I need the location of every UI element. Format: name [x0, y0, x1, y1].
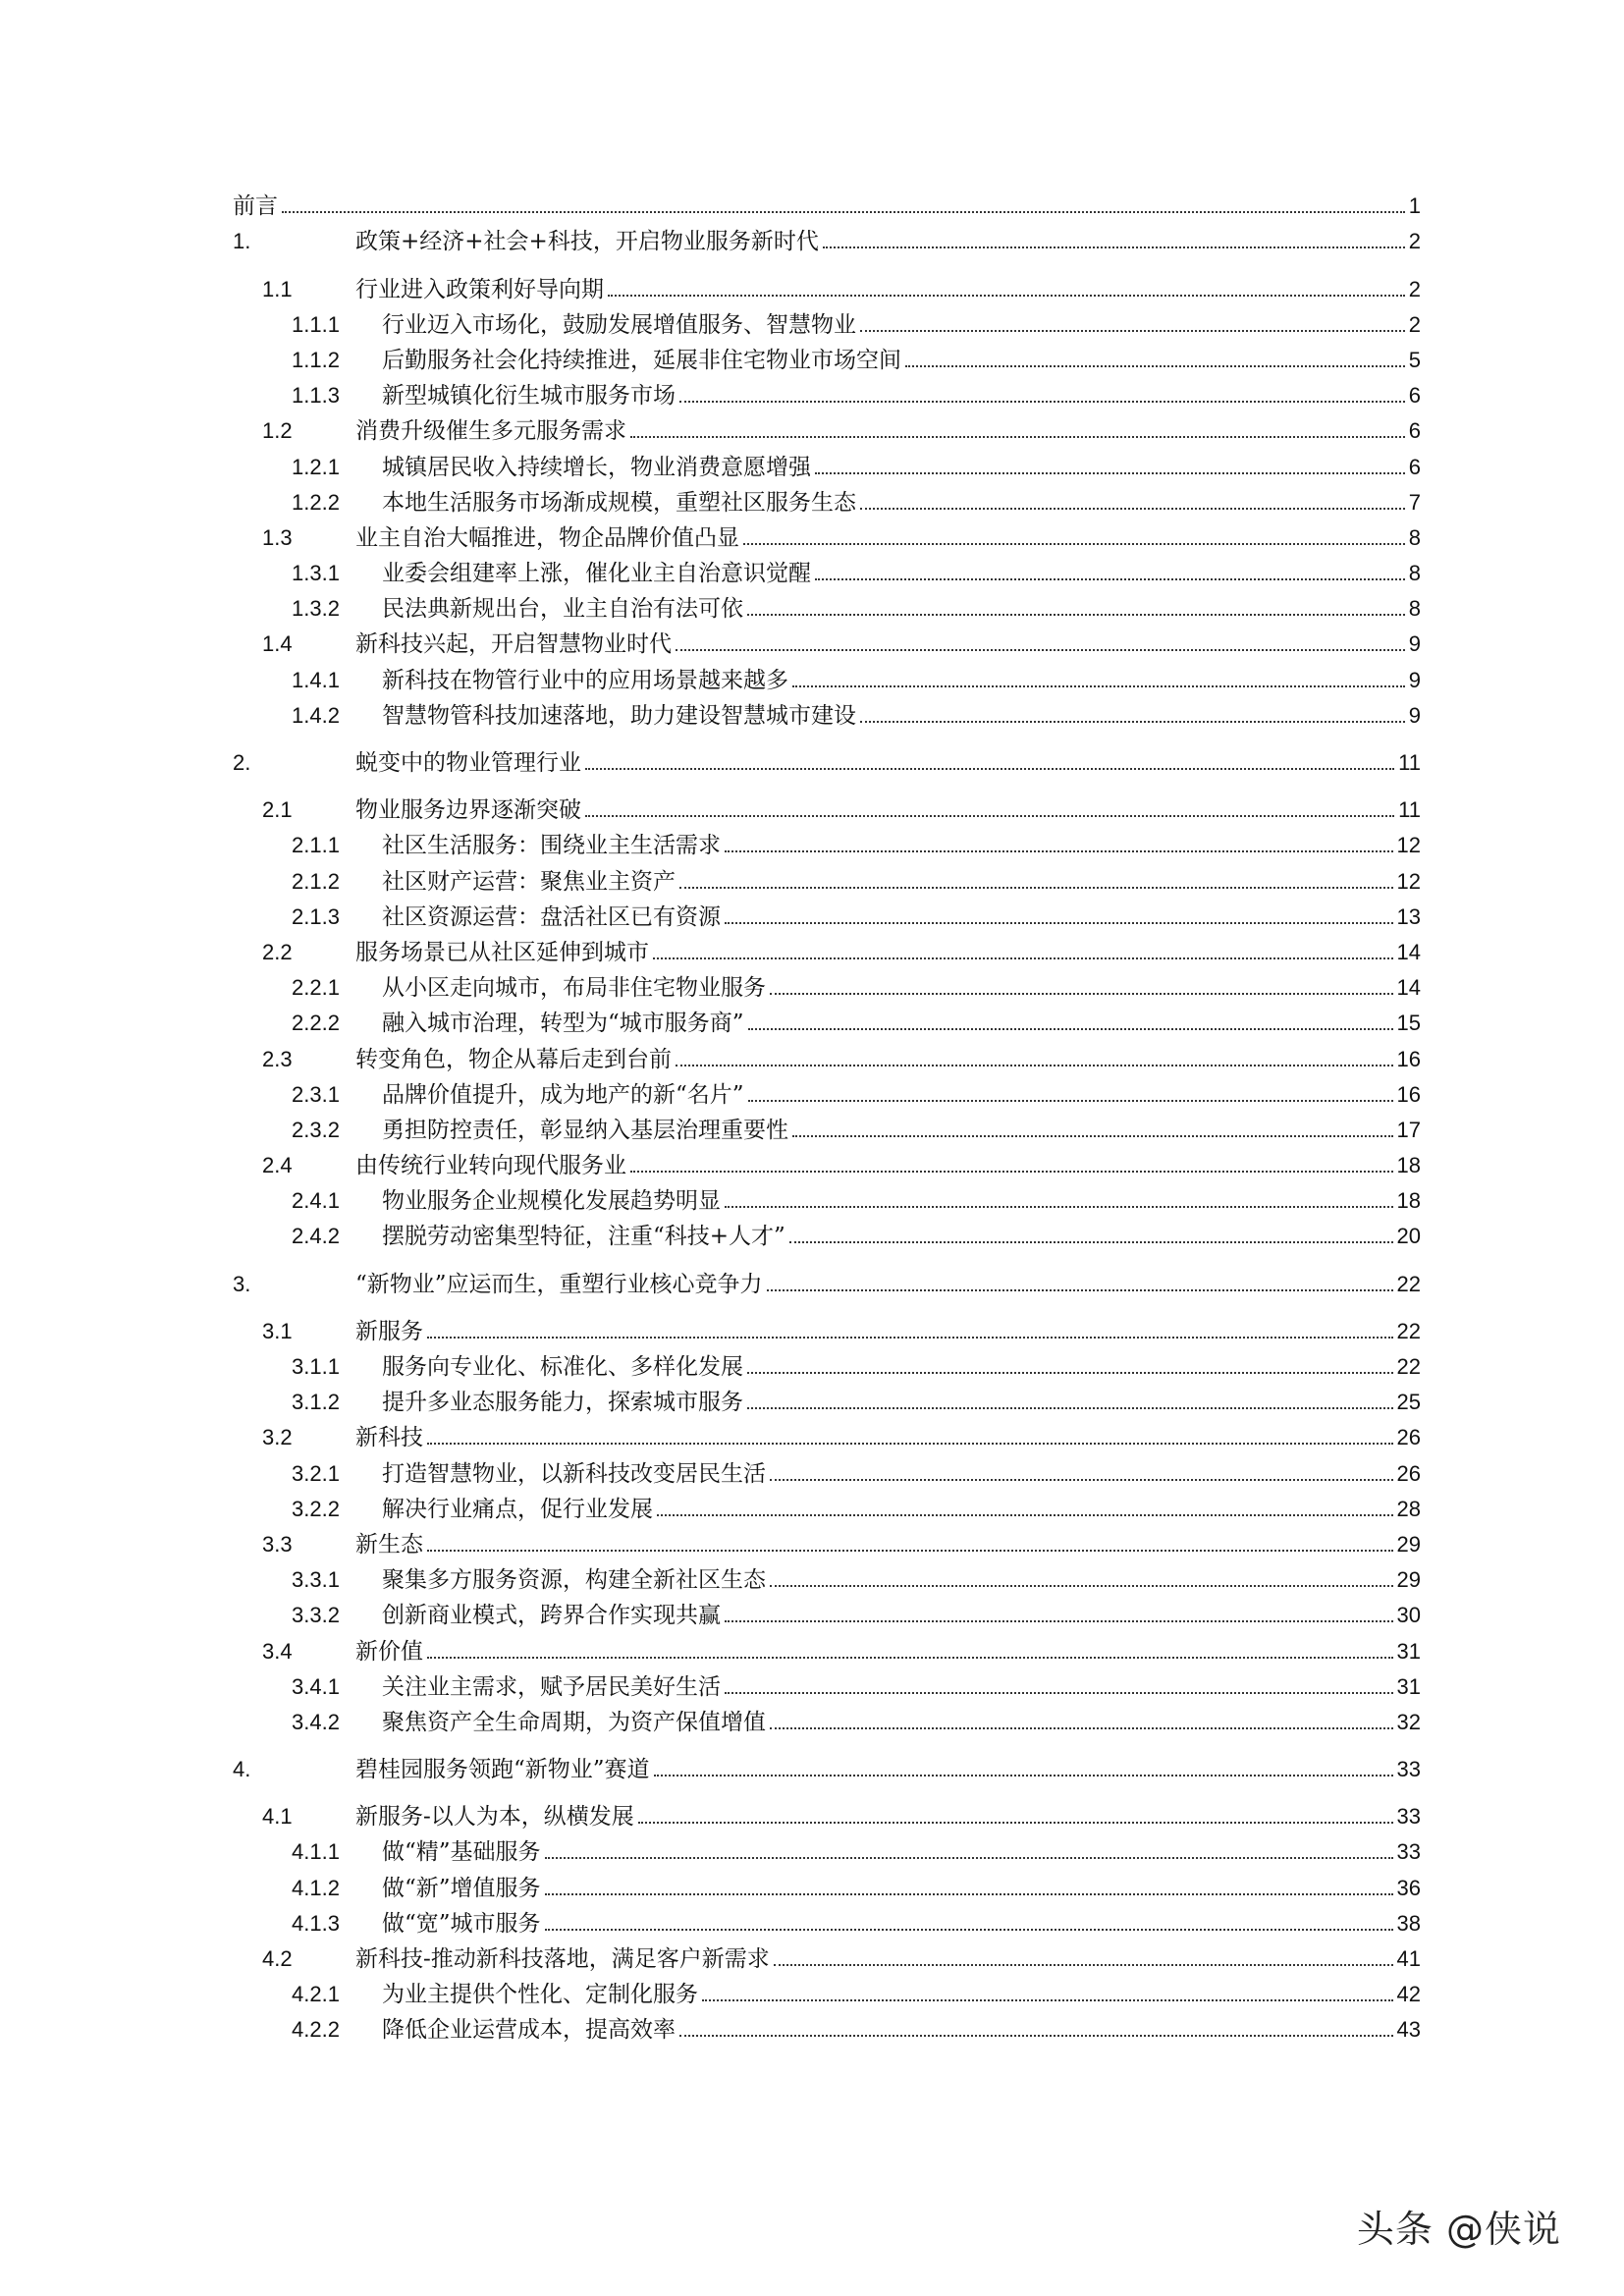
toc-entry-number: 2.1: [262, 797, 293, 823]
toc-entry-title: 物业服务边界逐渐突破: [355, 797, 581, 824]
toc-entry[interactable]: [233, 623, 1421, 658]
toc-entry[interactable]: [233, 658, 1421, 693]
toc-dot-leader: [743, 542, 1405, 545]
toc-entry[interactable]: [233, 1073, 1421, 1109]
toc-entry-page: 12: [1396, 833, 1421, 858]
toc-entry-page: 2: [1408, 229, 1421, 254]
toc-entry-number: 3.2.2: [292, 1496, 340, 1521]
toc-entry-page: 33: [1396, 1804, 1421, 1830]
toc-entry-page: 22: [1396, 1318, 1421, 1343]
toc-entry[interactable]: [233, 1666, 1421, 1701]
toc-entry-page: 12: [1396, 868, 1421, 894]
toc-entry[interactable]: [233, 1938, 1421, 1973]
toc-entry[interactable]: [233, 1416, 1421, 1451]
toc-entry[interactable]: [233, 741, 1421, 777]
toc-dot-leader: [767, 1288, 1393, 1291]
toc-entry-page: 22: [1396, 1354, 1421, 1379]
toc-entry-title: 做“宽”城市服务: [382, 1910, 541, 1937]
toc-entry-page: 14: [1396, 975, 1421, 1001]
toc-entry-title: 新科技兴起，开启智慧物业时代: [355, 631, 672, 658]
toc-entry-title: 做“精”基础服务: [382, 1839, 541, 1866]
toc-entry-title: 社区财产运营：聚焦业主资产: [382, 868, 676, 895]
toc-dot-leader: [679, 400, 1405, 403]
toc-dot-leader: [815, 471, 1405, 474]
toc-entry-title: 新服务: [355, 1318, 423, 1344]
toc-entry-number: 1.: [233, 229, 251, 254]
toc-dot-leader: [282, 210, 1405, 213]
toc-entry-title: 新型城镇化衍生城市服务市场: [382, 383, 676, 410]
toc-entry[interactable]: [233, 1831, 1421, 1866]
toc-entry-title: 新生态: [355, 1531, 423, 1558]
toc-entry-page: 15: [1396, 1011, 1421, 1036]
toc-dot-leader: [823, 246, 1405, 248]
toc-entry-title: 摆脱劳动密集型特征，注重“科技+人才”: [382, 1224, 785, 1250]
toc-entry[interactable]: [233, 410, 1421, 445]
toc-entry-title: 关注业主需求，赋予居民美好生活: [382, 1673, 721, 1700]
toc-entry-page: 9: [1408, 631, 1421, 657]
toc-entry[interactable]: [233, 374, 1421, 410]
toc-entry-number: 4.1.1: [292, 1839, 340, 1865]
toc-entry-number: 2.2: [262, 939, 293, 964]
toc-entry[interactable]: [233, 1795, 1421, 1831]
toc-dot-leader: [770, 992, 1393, 995]
toc-entry-page: 32: [1396, 1709, 1421, 1734]
toc-dot-leader: [545, 1928, 1393, 1931]
toc-entry-number: 3.3.2: [292, 1603, 340, 1628]
toc-entry-number: 1.2: [262, 418, 293, 444]
toc-entry[interactable]: [233, 1523, 1421, 1558]
toc-entry-title: 新价值: [355, 1638, 423, 1665]
toc-entry-number: 1.1: [262, 276, 293, 301]
toc-entry[interactable]: [233, 1558, 1421, 1594]
toc-dot-leader: [770, 1478, 1393, 1481]
toc-dot-leader: [725, 1691, 1393, 1694]
table-of-contents: [233, 185, 1421, 2044]
toc-entry-number: 1.1.2: [292, 347, 340, 372]
toc-entry-page: 17: [1396, 1117, 1421, 1142]
toc-entry-page: 8: [1408, 596, 1421, 622]
toc-entry-title: 服务向专业化、标准化、多样化发展: [382, 1354, 743, 1380]
toc-dot-leader: [860, 329, 1405, 332]
toc-entry-page: 28: [1396, 1496, 1421, 1521]
toc-entry-number: 3.4.2: [292, 1709, 340, 1734]
toc-entry-title: 解决行业痛点，促行业发展: [382, 1496, 653, 1522]
toc-entry-page: 18: [1396, 1153, 1421, 1178]
toc-entry-page: 11: [1398, 797, 1421, 823]
toc-entry-page: 8: [1408, 561, 1421, 586]
toc-entry-title: 本地生活服务市场渐成规模，重塑社区服务生态: [382, 489, 856, 516]
toc-entry[interactable]: [233, 1109, 1421, 1144]
toc-entry-page: 31: [1396, 1673, 1421, 1699]
toc-dot-leader: [747, 1371, 1393, 1374]
toc-entry-title: 物业服务企业规模化发展趋势明显: [382, 1188, 721, 1215]
toc-entry-number: 1.2.1: [292, 454, 340, 479]
toc-entry-page: 29: [1396, 1531, 1421, 1557]
toc-entry-page: 11: [1398, 750, 1421, 775]
toc-entry-number: 2.4: [262, 1153, 293, 1178]
toc-entry-page: 33: [1396, 1839, 1421, 1865]
toc-entry-title: 城镇居民收入持续增长，物业消费意愿增强: [382, 454, 811, 480]
toc-entry-page: 2: [1408, 311, 1421, 337]
toc-dot-leader: [748, 1099, 1393, 1102]
toc-entry-title: 由传统行业转向现代服务业: [355, 1153, 626, 1179]
toc-dot-leader: [676, 1064, 1393, 1066]
toc-dot-leader: [792, 1134, 1393, 1137]
toc-entry-number: 2.4.1: [292, 1188, 340, 1214]
toc-entry-number: 2.3: [262, 1046, 293, 1071]
toc-dot-leader: [638, 1821, 1393, 1824]
toc-entry[interactable]: [233, 859, 1421, 895]
toc-entry-page: 5: [1408, 347, 1421, 372]
toc-entry-number: 3.1: [262, 1318, 293, 1343]
toc-entry-title: 聚焦资产全生命周期，为资产保值增值: [382, 1709, 766, 1735]
toc-entry[interactable]: [233, 1973, 1421, 2008]
toc-entry-number: 1.1.1: [292, 311, 340, 337]
toc-entry[interactable]: [233, 587, 1421, 623]
toc-entry-number: 3.1.1: [292, 1354, 340, 1379]
toc-entry-page: 33: [1396, 1757, 1421, 1782]
toc-entry-number: 2.2.2: [292, 1011, 340, 1036]
toc-entry[interactable]: [233, 267, 1421, 302]
toc-entry-number: 3.3.1: [292, 1567, 340, 1593]
toc-entry-page: 2: [1408, 276, 1421, 301]
toc-entry[interactable]: [233, 694, 1421, 730]
toc-entry[interactable]: [233, 2008, 1421, 2044]
toc-entry-title: 政策+经济+社会+科技，开启物业服务新时代: [355, 229, 819, 255]
source-watermark: 头条 @侠说: [1356, 2208, 1561, 2251]
toc-entry[interactable]: [233, 1488, 1421, 1523]
toc-entry[interactable]: [233, 303, 1421, 339]
toc-dot-leader: [427, 1549, 1393, 1552]
toc-entry-title: 社区资源运营：盘活社区已有资源: [382, 903, 721, 930]
toc-dot-leader: [789, 1240, 1393, 1243]
toc-entry-number: 1.2.2: [292, 489, 340, 515]
toc-dot-leader: [608, 294, 1405, 297]
toc-entry-page: 16: [1396, 1081, 1421, 1107]
toc-dot-leader: [427, 1336, 1393, 1339]
toc-entry-title: 从小区走向城市，布局非住宅物业服务: [382, 975, 766, 1002]
toc-entry-number: 1.3.1: [292, 561, 340, 586]
toc-dot-leader: [725, 849, 1393, 852]
toc-entry-number: 2.1.2: [292, 868, 340, 894]
toc-entry-page: 18: [1396, 1188, 1421, 1214]
toc-entry[interactable]: [233, 1345, 1421, 1381]
toc-entry-title: “新物业”应运而生，重塑行业核心竞争力: [355, 1271, 763, 1297]
toc-entry-title: 蜕变中的物业管理行业: [355, 750, 581, 776]
toc-entry-title: 为业主提供个性化、定制化服务: [382, 1982, 698, 2008]
toc-dot-leader: [748, 1027, 1393, 1030]
toc-dot-leader: [792, 684, 1405, 687]
toc-entry-page: 1: [1408, 193, 1421, 219]
toc-entry[interactable]: [233, 1866, 1421, 1901]
toc-entry-number: 2.: [233, 750, 251, 775]
toc-entry-title: 智慧物管科技加速落地，助力建设智慧城市建设: [382, 702, 856, 729]
toc-entry-title: 服务场景已从社区延伸到城市: [355, 939, 649, 965]
toc-entry-number: 2.3.1: [292, 1081, 340, 1107]
toc-dot-leader: [676, 648, 1405, 651]
toc-entry-page: 20: [1396, 1224, 1421, 1249]
toc-dot-leader: [860, 507, 1405, 510]
toc-entry-number: 3.: [233, 1271, 251, 1296]
toc-entry-number: 3.1.2: [292, 1390, 340, 1415]
toc-entry-title: 后勤服务社会化持续推进，延展非住宅物业市场空间: [382, 347, 901, 373]
toc-entry[interactable]: [233, 966, 1421, 1002]
toc-dot-leader: [679, 2034, 1393, 2037]
toc-entry[interactable]: [233, 1594, 1421, 1629]
toc-dot-leader: [657, 1513, 1393, 1516]
toc-entry-number: 4.2.1: [292, 1982, 340, 2007]
toc-entry-title: 新科技: [355, 1425, 423, 1451]
toc-dot-leader: [774, 1963, 1393, 1966]
toc-entry-number: 1.1.3: [292, 383, 340, 409]
toc-entry-title: 聚集多方服务资源，构建全新社区生态: [382, 1567, 766, 1594]
toc-entry-title: 行业迈入市场化，鼓励发展增值服务、智慧物业: [382, 311, 856, 338]
toc-dot-leader: [770, 1726, 1393, 1729]
toc-entry-page: 26: [1396, 1460, 1421, 1486]
toc-entry-title: 碧桂园服务领跑“新物业”赛道: [355, 1757, 650, 1783]
toc-entry-page: 36: [1396, 1875, 1421, 1900]
toc-entry-page: 42: [1396, 1982, 1421, 2007]
toc-entry-page: 7: [1408, 489, 1421, 515]
toc-entry-page: 22: [1396, 1271, 1421, 1296]
toc-entry[interactable]: [233, 339, 1421, 374]
toc-entry[interactable]: [233, 445, 1421, 480]
toc-entry-title: 做“新”增值服务: [382, 1875, 541, 1901]
toc-entry[interactable]: [233, 1629, 1421, 1665]
toc-entry-number: 2.1.1: [292, 833, 340, 858]
toc-entry-number: 1.4.1: [292, 667, 340, 692]
toc-entry-number: 2.2.1: [292, 975, 340, 1001]
toc-entry-number: 4.2: [262, 1946, 293, 1971]
toc-entry-page: 9: [1408, 667, 1421, 692]
toc-entry[interactable]: [233, 896, 1421, 931]
toc-entry-number: 4.1.3: [292, 1910, 340, 1936]
toc-dot-leader: [860, 720, 1405, 723]
toc-dot-leader: [630, 435, 1405, 438]
toc-entry-number: 3.4: [262, 1638, 293, 1664]
toc-entry-number: 4.: [233, 1757, 251, 1782]
toc-entry-title: 品牌价值提升，成为地产的新“名片”: [382, 1081, 744, 1108]
toc-entry-title: 民法典新规出台，业主自治有法可依: [382, 596, 743, 623]
toc-entry[interactable]: [233, 1902, 1421, 1938]
toc-entry-page: 29: [1396, 1567, 1421, 1593]
toc-dot-leader: [679, 886, 1393, 889]
toc-entry-title: 降低企业运营成本，提高效率: [382, 2017, 676, 2044]
toc-entry[interactable]: [233, 1262, 1421, 1297]
toc-dot-leader: [725, 1619, 1393, 1622]
toc-entry-title: 提升多业态服务能力，探索城市服务: [382, 1390, 743, 1416]
toc-entry-page: 31: [1396, 1638, 1421, 1664]
toc-dot-leader: [725, 1205, 1393, 1208]
toc-dot-leader: [770, 1584, 1393, 1587]
toc-dot-leader: [545, 1892, 1393, 1895]
toc-entry-title: 创新商业模式，跨界合作实现共赢: [382, 1603, 721, 1629]
toc-entry[interactable]: [233, 1215, 1421, 1250]
toc-entry-page: 26: [1396, 1425, 1421, 1450]
toc-entry-number: 3.2.1: [292, 1460, 340, 1486]
toc-entry-number: 4.2.2: [292, 2017, 340, 2043]
toc-entry-page: 41: [1396, 1946, 1421, 1971]
toc-entry-page: 6: [1408, 383, 1421, 409]
toc-entry-title: 社区生活服务：围绕业主生活需求: [382, 833, 721, 859]
toc-entry-page: 6: [1408, 454, 1421, 479]
toc-entry[interactable]: [233, 552, 1421, 587]
toc-entry[interactable]: [233, 517, 1421, 552]
toc-entry-number: 4.1.2: [292, 1875, 340, 1900]
toc-entry-number: 1.3: [262, 524, 293, 550]
toc-dot-leader: [427, 1656, 1393, 1659]
toc-dot-leader: [702, 1998, 1393, 2001]
toc-entry[interactable]: [233, 1701, 1421, 1736]
toc-entry[interactable]: [233, 931, 1421, 966]
toc-entry-number: 3.4.1: [292, 1673, 340, 1699]
toc-entry-title: 勇担防控责任，彰显纳入基层治理重要性: [382, 1117, 788, 1143]
toc-entry-title: 消费升级催生多元服务需求: [355, 418, 626, 445]
toc-entry-page: 25: [1396, 1390, 1421, 1415]
toc-dot-leader: [585, 814, 1394, 817]
toc-entry-page: 13: [1396, 903, 1421, 929]
toc-entry-number: 4.1: [262, 1804, 293, 1830]
toc-entry-title: 新科技-推动新科技落地，满足客户新需求: [355, 1946, 770, 1972]
toc-entry[interactable]: [233, 1748, 1421, 1783]
toc-dot-leader: [654, 1774, 1393, 1777]
toc-dot-leader: [630, 1170, 1393, 1173]
toc-entry[interactable]: [233, 824, 1421, 859]
toc-entry[interactable]: [233, 1179, 1421, 1215]
toc-entry-page: 30: [1396, 1603, 1421, 1628]
toc-entry-number: 2.3.2: [292, 1117, 340, 1142]
toc-entry[interactable]: [233, 185, 1421, 220]
toc-dot-leader: [905, 364, 1405, 367]
toc-entry-title: 业委会组建率上涨，催化业主自治意识觉醒: [382, 561, 811, 587]
toc-entry-page: 38: [1396, 1910, 1421, 1936]
toc-entry[interactable]: [233, 789, 1421, 824]
toc-entry-title: 融入城市治理，转型为“城市服务商”: [382, 1011, 744, 1037]
toc-entry-page: 6: [1408, 418, 1421, 444]
toc-entry[interactable]: [233, 481, 1421, 517]
toc-entry-title: 行业进入政策利好导向期: [355, 276, 604, 302]
toc-entry[interactable]: [233, 1144, 1421, 1179]
toc-dot-leader: [747, 1406, 1393, 1409]
toc-entry-page: 43: [1396, 2017, 1421, 2043]
toc-entry-number: 1.3.2: [292, 596, 340, 622]
toc-entry-number: 1.4.2: [292, 702, 340, 728]
toc-entry[interactable]: [233, 1002, 1421, 1037]
toc-entry-title: 新服务-以人为本，纵横发展: [355, 1804, 634, 1831]
toc-dot-leader: [585, 767, 1394, 770]
toc-entry[interactable]: [233, 1381, 1421, 1416]
toc-entry-page: 9: [1408, 702, 1421, 728]
toc-dot-leader: [653, 957, 1393, 959]
toc-entry-page: 14: [1396, 939, 1421, 964]
toc-entry-title: 打造智慧物业，以新科技改变居民生活: [382, 1460, 766, 1487]
toc-entry-title: 新科技在物管行业中的应用场景越来越多: [382, 667, 788, 693]
toc-entry-number: 3.2: [262, 1425, 293, 1450]
toc-entry-title: 转变角色，物企从幕后走到台前: [355, 1046, 672, 1072]
toc-entry[interactable]: [233, 1037, 1421, 1072]
toc-entry-number: 3.3: [262, 1531, 293, 1557]
toc-entry-number: 1.4: [262, 631, 293, 657]
toc-entry[interactable]: [233, 1451, 1421, 1487]
toc-entry-page: 8: [1408, 524, 1421, 550]
toc-dot-leader: [747, 613, 1405, 616]
toc-dot-leader: [427, 1442, 1393, 1445]
toc-entry[interactable]: [233, 220, 1421, 255]
toc-entry-number: 2.4.2: [292, 1224, 340, 1249]
toc-dot-leader: [815, 577, 1405, 580]
toc-dot-leader: [725, 921, 1393, 924]
toc-entry-title: 业主自治大幅推进，物企品牌价值凸显: [355, 524, 739, 551]
toc-entry-title: 前言: [233, 193, 278, 220]
toc-entry-page: 16: [1396, 1046, 1421, 1071]
toc-dot-leader: [545, 1856, 1393, 1859]
toc-entry-number: 2.1.3: [292, 903, 340, 929]
toc-entry[interactable]: [233, 1310, 1421, 1345]
